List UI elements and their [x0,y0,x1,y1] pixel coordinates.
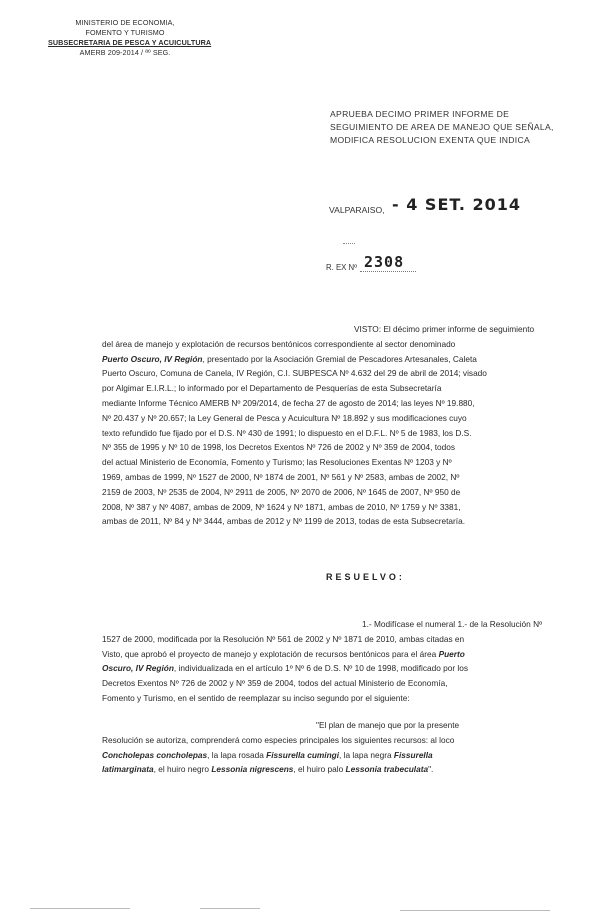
visto-line-2: del área de manejo y explotación de recursos bentónicos correspondiente al sector denominado [102,338,456,349]
quote-line-4 [102,762,538,777]
document-title [330,108,600,147]
visto-paragraph [102,322,538,529]
quote-line-1: "El plan de manejo que por la presente [316,720,460,730]
quote-line-4-mid-1: , el huiro negro [153,764,212,775]
visto-line-9: Nº 355 de 1995 y Nº 10 de 1998, los Decretos Exentos Nº 726 de 2002 y Nº 359 de 2004, todos [102,442,455,453]
article-1-line-5: Decretos Exentos Nº 726 de 2002 y Nº 359 de 2004, todos del actual Ministerio de Economía, [102,678,448,689]
visto-line-11: 1969, ambas de 1999, Nº 1527 de 2000, Nº 1874 de 2001, Nº 561 y Nº 2583, ambas de 2002, Nº [102,471,460,482]
quote-line-4-end: ". [428,764,434,775]
ministry-line-2: FOMENTO Y TURISMO [85,28,165,37]
visto-line-8: texto refundido fue fijado por el D.S. Nº 430 de 1991; lo dispuesto en el D.F.L. Nº 5 de 1983, los D.S. [102,427,472,438]
visto-line-12: 2159 de 2003, Nº 2535 de 2004, Nº 2911 de 2005, Nº 2070 de 2006, Nº 1645 de 2007, Nº 950 de [102,486,461,497]
species-fissurella-genus: Fissurella [393,749,433,760]
article-1-line-2: 1527 de 2000, modificada por la Resolución Nº 561 de 2002 y Nº 1871 de 2010, ambas citadas en [102,633,465,644]
quote-paragraph [102,718,538,777]
visto-line-5: por Algimar E.I.R.L.; lo informado por el Departamento de Pesquerías de esta Subsecretaría [102,383,442,394]
subsecretaria-line: SUBSECRETARIA DE PESCA Y ACUICULTURA [48,38,212,47]
rex-dotted-mark [343,243,355,245]
rex-label: R. EX Nº [326,263,358,272]
visto-line-3-rest: , presentado por la Asociación Gremial de Pescadores Artesanales, Caleta [202,353,477,364]
title-line-1: APRUEBA DECIMO PRIMER INFORME DE [330,109,510,119]
quote-line-2: Resolución se autoriza, comprenderá como especies principales los siguientes recursos: al loco [102,734,455,745]
article-1-line-4 [102,661,538,676]
species-lessonia-nigrescens: Lessonia nigrescens [211,764,294,775]
rex-number: 2308 [364,253,405,271]
location-name: Puerto Oscuro, IV Región [102,353,203,364]
species-concholepas: Concholepas concholepas [102,749,208,760]
quote-line-4-mid-2: , el huiro palo [293,764,346,775]
article-1-line-3 [102,647,538,662]
visto-line-13: 2008, Nº 387 y Nº 4087, ambas de 2009, Nº 1624 y Nº 1871, ambas de 2010, Nº 1759 y Nº 3381, [102,501,461,512]
scan-artifact-line [30,908,130,909]
resuelvo-heading: RESUELVO: [326,572,405,582]
visto-line-3 [102,352,538,367]
title-line-3: MODIFICA RESOLUCION EXENTA QUE INDICA [330,135,531,145]
article-1-line-1: 1.- Modifícase el numeral 1.- de la Resolución Nº [362,619,543,629]
article-1-line-6: Fomento y Turismo, en el sentido de reemplazar su inciso segundo por el siguiente: [102,692,410,703]
quote-line-3-mid-1: , la lapa rosada [207,749,267,760]
ministry-line-1: MINISTERIO DE ECONOMIA, [75,18,175,27]
rex-underline [360,271,416,273]
ministry-header [48,18,212,58]
visto-line-14: ambas de 2011, Nº 84 y Nº 3444, ambas de 2012 y Nº 1199 de 2013, todas de esta Subsecretaría. [102,516,466,527]
scan-artifact-line-3 [400,910,550,911]
location-name-part-2: Oscuro, IV Región [102,663,174,674]
visto-line-6: mediante Informe Técnico AMERB Nº 209/2014, de fecha 27 de agosto de 2014; las leyes Nº 19.880, [102,397,475,408]
article-1-line-4-rest: , individualizada en el artículo 1º Nº 6 de D.S. Nº 10 de 1998, modificado por los [173,663,469,674]
quote-line-3-mid-2: , la lapa negra [339,749,394,760]
quote-line-3 [102,748,538,763]
place-label: VALPARAISO, [329,205,385,215]
visto-line-4: Puerto Oscuro, Comuna de Canela, IV Región, C.I. SUBPESCA Nº 4.632 del 29 de abril de 2014; visado [102,368,487,379]
visto-line-7: Nº 20.437 y Nº 20.657; la Ley General de Pesca y Acuicultura Nº 18.892 y sus modificaciones cuyo [102,412,467,423]
species-lessonia-trabeculata: Lessonia trabeculata [345,764,429,775]
location-name-part-1: Puerto [438,648,465,659]
species-fissurella-cumingi: Fissurella cumingi [266,749,340,760]
visto-line-10: del actual Ministerio de Economía, Fomento y Turismo; las Resoluciones Exentas Nº 1203 y Nº [102,457,452,468]
reference-line: AMERB 209-2014 / ªº SEG. [79,48,171,57]
visto-line-1: VISTO: El décimo primer informe de seguimiento [354,324,535,334]
date-stamp: - 4 SET. 2014 [392,195,522,214]
scan-artifact-line-2 [200,908,260,909]
species-latimarginata: latimarginata [102,764,154,775]
title-line-2: SEGUIMIENTO DE AREA DE MANEJO QUE SEÑALA, [330,122,554,132]
article-1-line-3-text: Visto, que aprobó el proyecto de manejo y explotación de recursos bentónicos para el área [102,648,437,659]
article-1-paragraph [102,617,543,706]
